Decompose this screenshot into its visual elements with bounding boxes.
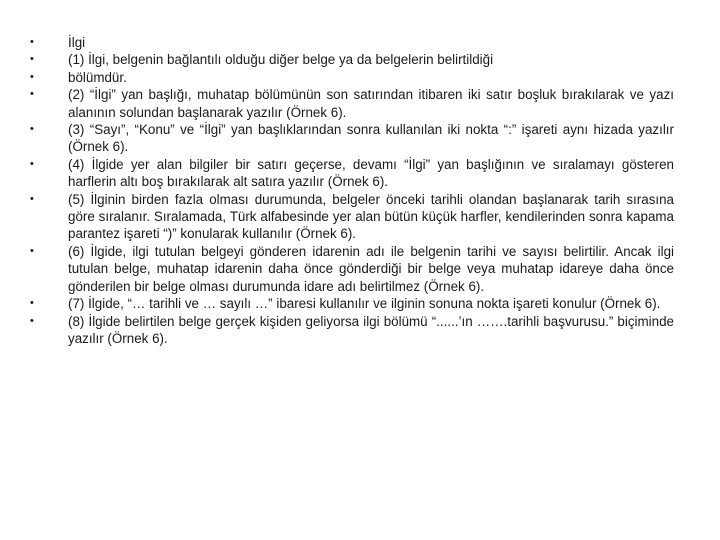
list-item	[24, 313, 674, 348]
list-item-text: (6) İlgide, ilgi tutulan belgeyi gönderen idarenin adı ile belgenin tarihi ve sayısı belirtilir. Ancak ilgi tutulan belge, muhatap idarenin daha önce gönderdiği bir belge veya muhatap idareye daha önce gönderilen bir belge olması durumunda idare adı belirtilmez (Örnek 6).	[68, 243, 674, 294]
list-item	[24, 121, 674, 156]
list-item-text: (5) İlginin birden fazla olması durumunda, belgeler önceki tarihli olandan başlanarak tarih sırasına göre sıralanır. Sıralamada, Türk alfabesinde yer alan bütün küçük harfler, kendilerinden sonra kapama parantez işareti “)” konularak kullanılır (Örnek 6).	[68, 191, 674, 242]
bullet-icon: •	[30, 36, 34, 48]
list-item	[24, 69, 674, 86]
list-item-text: (7) İlgide, “… tarihli ve … sayılı …” ibaresi kullanılır ve ilginin sonuna nokta işareti konulur (Örnek 6).	[68, 296, 661, 312]
bullet-icon: •	[30, 70, 34, 83]
list-item-text: İlgi	[68, 35, 86, 50]
list-item	[24, 86, 674, 121]
list-item	[24, 243, 674, 295]
list-item-text: bölümdür.	[68, 69, 127, 85]
list-item-text: (4) İlgide yer alan bilgiler bir satırı geçerse, devamı “İlgi” yan başlığının ve sıralamayı gösteren harflerin altı boş bırakılarak alt satıra yazılır (Örnek 6).	[68, 156, 674, 190]
list-item-text: (3) “Sayı”, “Konu” ve “İlgi” yan başlıklarından sonra kullanılan iki nokta “:” işareti aynı hizada yazılır (Örnek 6).	[68, 122, 674, 155]
bullet-icon: •	[30, 157, 34, 170]
bullet-icon: •	[30, 123, 34, 136]
bullet-list	[24, 34, 674, 347]
bullet-icon: •	[30, 192, 34, 205]
list-item	[24, 156, 674, 191]
bullet-icon: •	[30, 297, 34, 310]
bullet-icon: •	[30, 88, 34, 101]
bullet-icon: •	[30, 244, 34, 257]
bullet-icon: •	[30, 314, 34, 327]
list-item-text: (1) İlgi, belgenin bağlantılı olduğu diğer belge ya da belgelerin belirtildiği	[68, 52, 494, 68]
list-item	[24, 51, 674, 68]
list-item	[24, 191, 674, 243]
list-item-text: (8) İlgide belirtilen belge gerçek kişiden geliyorsa ilgi bölümü “......’ın …….tarihli başvurusu.” biçiminde yazılır (Örnek 6).	[68, 313, 674, 346]
list-item-text: (2) “İlgi” yan başlığı, muhatap bölümünün son satırından itibaren iki satır boşluk bırakılarak ve yazı alanının solundan başlanarak yazılır (Örnek 6).	[68, 87, 674, 120]
list-item	[24, 34, 674, 51]
bullet-icon: •	[30, 53, 34, 66]
list-item	[24, 295, 674, 312]
